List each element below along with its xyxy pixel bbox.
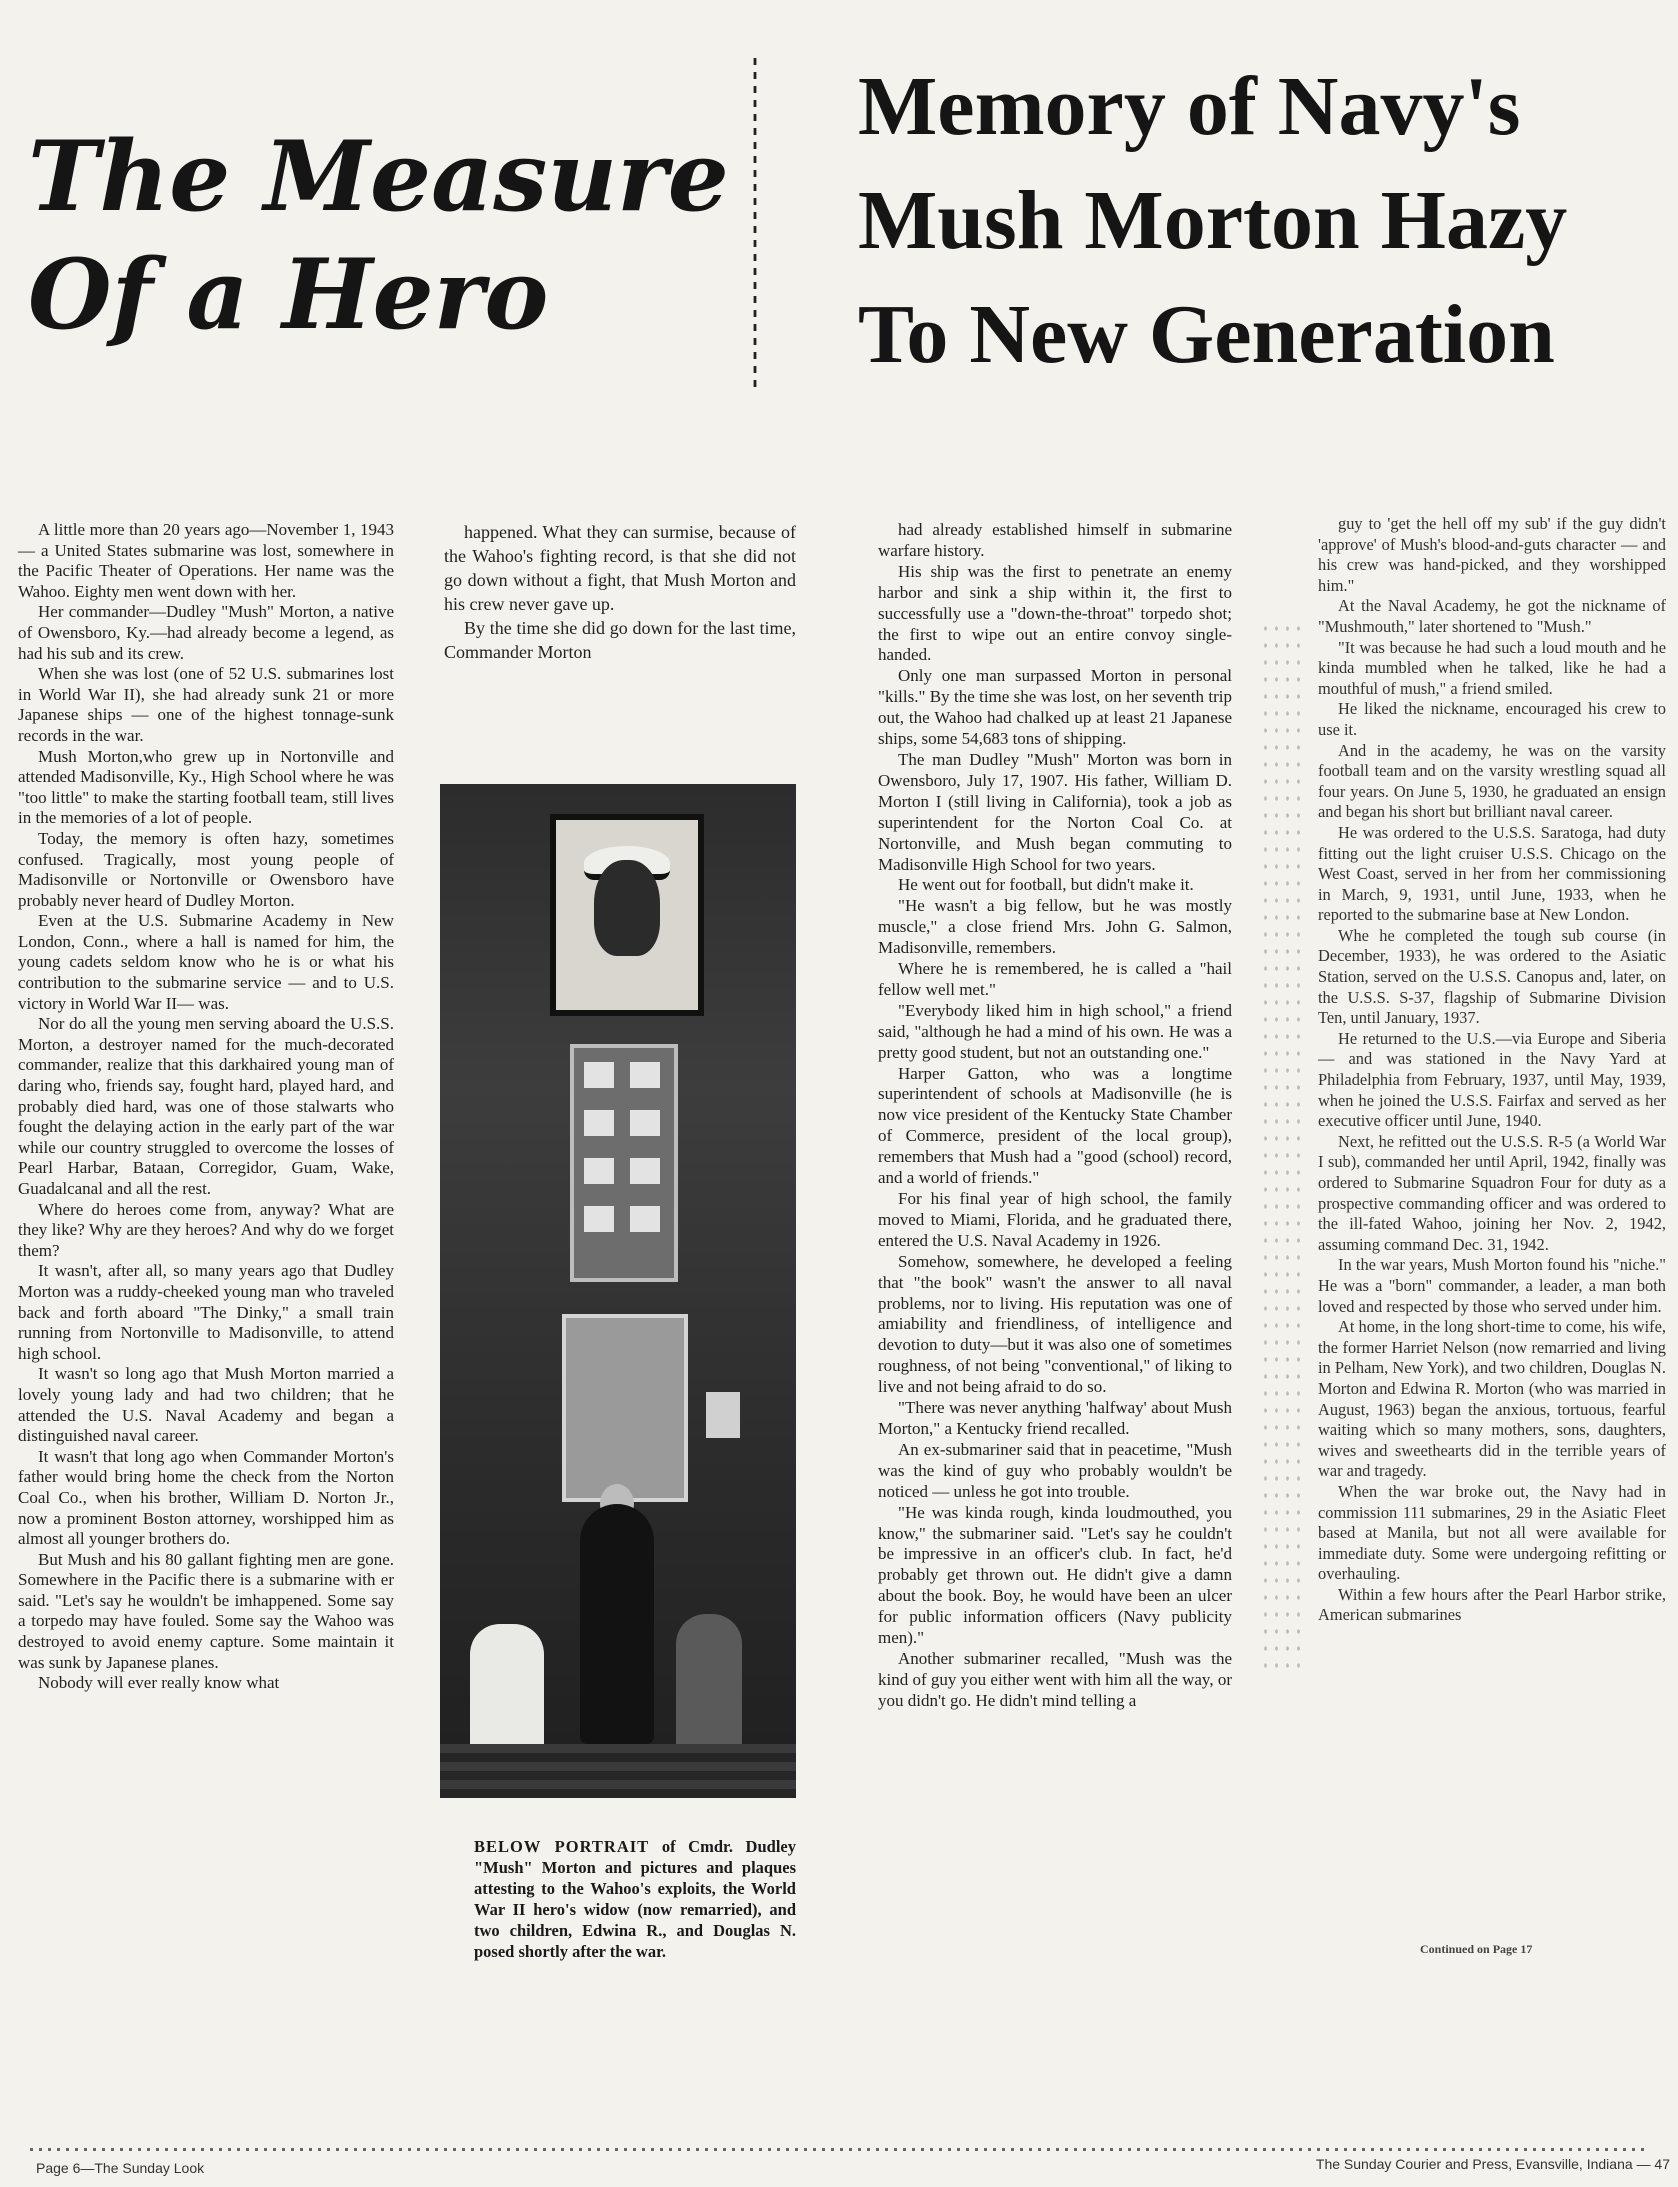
portrait-figure xyxy=(594,860,660,956)
footer-publication: The Sunday Courier and Press, Evansville, Indiana — 47 xyxy=(1315,2156,1670,2172)
paragraph: But Mush and his 80 gallant fighting men are gone. Somewhere in the Pacific there is a submarine with er said. "Let's say he wouldn't be imhappened. Some say a torpedo may have fouled. Some say the Wahoo was destroyed to avoid enemy capture. Some maintain it was sunk by Japanese planes. xyxy=(18,1549,394,1672)
article-column-2 xyxy=(444,520,796,664)
small-plaque xyxy=(706,1392,740,1438)
continued-notice: Continued on Page 17 xyxy=(1420,1942,1533,1956)
paragraph: had already established himself in submarine warfare history. xyxy=(878,520,1232,560)
paragraph: He liked the nickname, encouraged his crew to use it. xyxy=(1318,699,1666,739)
paragraph: happened. What they can surmise, because of the Wahoo's fighting record, is that she did not go down without a fight, that Mush Morton and his crew never gave up. xyxy=(444,522,796,614)
headline-right-line-2: Mush Morton Hazy xyxy=(858,174,1568,267)
paragraph: His ship was the first to penetrate an enemy harbor and sink a ship within it, the first to successfully use a "down-the-throat" torpedo shot; the first to wipe out an entire convoy single-handed. xyxy=(878,561,1232,665)
widow-figure xyxy=(580,1504,654,1744)
steps xyxy=(440,1744,796,1798)
paragraph: He was ordered to the U.S.S. Saratoga, had duty fitting out the light cruiser U.S.S. Chicago on the West Coast, served in her from her commissioning in March, 9, 1931, until June, 1933, when he reported to the submarine base at New London. xyxy=(1318,822,1666,925)
paragraph: The man Dudley "Mush" Morton was born in Owensboro, July 17, 1907. His father, William D. Morton I (still living in California), took a job as superintendent for the Norton Coal Co. at Nortonville, and Mush began commuting to Madisonville High School for two years. xyxy=(878,749,1232,874)
article-column-1 xyxy=(18,520,394,1694)
paragraph: "Everybody liked him in high school," a friend said, "although he had a mind of his own. He was a pretty good student, but not an outstanding one." xyxy=(878,1000,1232,1062)
paragraph: Somehow, somewhere, he developed a feeling that "the book" wasn't the answer to all naval problems, nor to living. His reputation was one of amiability and friendliness, of intelligence and devotion to duty—but it was also one of sometimes roughness, of not being "conventional," of liking to live and not being afraid to do so. xyxy=(878,1251,1232,1397)
headline-left-line-1: The Measure xyxy=(28,120,729,233)
headline-memory-of-navys-mush-morton xyxy=(858,50,1658,392)
paragraph: At home, in the long short-time to come, his wife, the former Harriet Nelson (now remarried and living in Pelham, New York), and two children, Douglas N. Morton and Edwina R. Morton (who was married in August, 1963) began the anxious, tortuous, fearful waiting which so many mothers, sons, daughters, wives and sweethearts did in the terrible years of war and tragedy. xyxy=(1318,1317,1666,1481)
morton-portrait-frame xyxy=(550,814,704,1016)
paragraph: It wasn't, after all, so many years ago that Dudley Morton was a ruddy-cheeked young man who traveled back and forth aboard "The Dinky," a small train running from Nortonville to Madisonville, to attend high school. xyxy=(18,1261,394,1363)
caption-text: of Cmdr. Dudley "Mush" Morton and pictures and plaques attesting to the Wahoo's exploits, the World War II hero's widow (now remarried), and two children, Edwina R., and Douglas N. posed shortly after the war. xyxy=(474,1837,796,1961)
paragraph: In the war years, Mush Morton found his "niche." He was a "born" commander, a leader, a man both loved and respected by those who served under him. xyxy=(1318,1255,1666,1316)
paragraph: Mush Morton,who grew up in Nortonville and attended Madisonville, Ky., High School where he was "too little" to make the starting football team, still lives in the memories of a lot of people. xyxy=(18,746,394,828)
paragraph: Nobody will ever really know what xyxy=(38,1673,280,1693)
article-column-4 xyxy=(1318,514,1666,1626)
memorial-plaque xyxy=(562,1314,688,1502)
paragraph: It wasn't so long ago that Mush Morton married a lovely young lady and had two children; that he attended the U.S. Naval Academy and began a distinguished naval career. xyxy=(18,1364,394,1446)
paragraph: "There was never anything 'halfway' about Mush Morton," a Kentucky friend recalled. xyxy=(878,1398,1232,1438)
headline-right-line-1: Memory of Navy's xyxy=(858,60,1521,153)
paragraph: He went out for football, but didn't make it. xyxy=(898,875,1194,895)
paragraph: Today, the memory is often hazy, sometimes confused. Tragically, most young people of Madisonville or Nortonville or Owensboro have probably never heard of Dudley Morton. xyxy=(18,828,394,910)
paragraph: Harper Gatton, who was a longtime superintendent of schools at Madisonville (he is now vice president of the Kentucky State Chamber of Commerce, president of the local group), remembers that Mush had a "good (school) record, and a world of friends." xyxy=(878,1063,1232,1188)
headline-right-line-3: To New Generation xyxy=(858,288,1555,381)
headline-measure-of-a-hero xyxy=(28,118,728,354)
paragraph: When she was lost (one of 52 U.S. submarines lost in World War II), she had already sunk 21 or more Japanese ships — one of the highest tonnage-sunk records in the war. xyxy=(18,664,394,745)
paragraph: Where he is remembered, he is called a "hail fellow well met." xyxy=(878,959,1232,999)
paragraph: An ex-submariner said that in peacetime, "Mush was the kind of guy who probably wouldn't be noticed — unless he got into trouble. xyxy=(878,1439,1232,1501)
paragraph: Within a few hours after the Pearl Harbor strike, American submarines xyxy=(1318,1584,1666,1625)
paragraph: Even at the U.S. Submarine Academy in New London, Conn., where a hall is named for him, the young cadets seldom know who he is or what his contribution to the submarine service — and to U.S. victory in World War II— was. xyxy=(18,911,394,1013)
paragraph: A little more than 20 years ago—November 1, 1943 — a United States submarine was lost, somewhere in the Pacific Theater of Operations. Her name was the Wahoo. Eighty men went down with her. xyxy=(18,520,394,601)
paragraph: When the war broke out, the Navy had in commission 111 submarines, 29 in the Asiatic Fleet based at Manila, but not all were available for immediate duty. Some were undergoing refitting or overhauling. xyxy=(1318,1481,1666,1584)
headline-left-line-2: Of a Hero xyxy=(28,238,549,351)
print-speckle xyxy=(1260,620,1300,1670)
paragraph: At the Naval Academy, he got the nickname of "Mushmouth," later shortened to "Mush." xyxy=(1318,596,1666,636)
article-column-3 xyxy=(878,520,1232,1712)
paragraph: He returned to the U.S.—via Europe and Siberia — and was stationed in the Navy Yard at Philadelphia from February, 1937, until May, 1939, when he joined the U.S.S. Fairfax and served as her executive officer until June, 1940. xyxy=(1318,1028,1666,1131)
wahoo-plaque xyxy=(570,1044,678,1282)
paragraph: "He was kinda rough, kinda loudmouthed, you know," the submariner said. "Let's say he couldn't be impressive in an officer's club. In fact, he'd probably get thrown out. He didn't give a damn about the book. Boy, he would have been an ulcer for public information officers (Navy publicity men)." xyxy=(878,1502,1232,1648)
portrait-photo xyxy=(440,784,796,1798)
child-figure-douglas xyxy=(676,1614,742,1754)
paragraph: Whe he completed the tough sub course (in December, 1933), he was ordered to the Asiatic Station, served on the U.S.S. Canopus and, later, on the U.S.S. S-37, flagship of Submarine Division Ten, until January, 1937. xyxy=(1318,925,1666,1028)
paragraph: "He wasn't a big fellow, but he was mostly muscle," a close friend Mrs. John G. Salmon, Madisonville, remembers. xyxy=(878,896,1232,958)
paragraph: Next, he refitted out the U.S.S. R-5 (a World War I sub), commanded her until April, 1942, finally was ordered to Submarine Squadron Four for duty as a prospective commanding officer and was ordered to the ill-fated Wahoo, joining her Nov. 2, 1942, assuming command Dec. 31, 1942. xyxy=(1318,1131,1666,1254)
paragraph: It wasn't that long ago when Commander Morton's father would bring home the check from the Norton Coal Co., when his brother, William D. Norton Jr., now a prominent Boston attorney, worshipped him as almost all younger brothers do. xyxy=(18,1446,394,1549)
paragraph: Nor do all the young men serving aboard the U.S.S. Morton, a destroyer named for the much-decorated commander, realize that this darkhaired young man of daring who, friends say, fought hard, played hard, and probably died hard, was one of those stalwarts who fought the delaying action in the early part of the war while our country struggled to overcome the losses of Pearl Harbar, Bataan, Corregidor, Guam, Wake, Guadalcanal and all the rest. xyxy=(18,1014,394,1198)
paragraph: guy to 'get the hell off my sub' if the guy didn't 'approve' of Mush's blood-and-guts character — and his crew was hand-picked, and they worshipped him." xyxy=(1318,514,1666,595)
headline-divider xyxy=(748,58,762,394)
photo-caption xyxy=(474,1836,796,1962)
paragraph: Her commander—Dudley "Mush" Morton, a native of Owensboro, Ky.—had already become a legend, as had his sub and its crew. xyxy=(18,602,394,663)
paragraph: By the time she did go down for the last time, Commander Morton xyxy=(444,618,796,662)
paragraph: "It was because he had such a loud mouth and he kinda mumbled when he talked, like he had a mouthful of mush," a friend smiled. xyxy=(1318,637,1666,698)
footer-page-label: Page 6—The Sunday Look xyxy=(36,2160,205,2176)
child-figure-edwina xyxy=(470,1624,544,1754)
paragraph: For his final year of high school, the family moved to Miami, Florida, and he graduated there, entered the U.S. Naval Academy in 1926. xyxy=(878,1189,1232,1250)
paragraph: Only one man surpassed Morton in personal "kills." By the time she was lost, on her seventh trip out, the Wahoo had chalked up at least 21 Japanese ships, some 54,683 tons of shipping. xyxy=(878,666,1232,749)
paragraph: Where do heroes come from, anyway? What are they like? Why are they heroes? And why do we forget them? xyxy=(18,1199,394,1260)
paragraph: Another submariner recalled, "Mush was the kind of guy you either went with him all the way, or you didn't go. He didn't mind telling a xyxy=(878,1648,1232,1710)
footer-rule xyxy=(30,2148,1650,2151)
caption-lead: BELOW PORTRAIT xyxy=(474,1837,650,1856)
paragraph: And in the academy, he was on the varsity football team and on the varsity wrestling squad all four years. On June 5, 1930, he graduated an ensign and began his short but brilliant naval career. xyxy=(1318,740,1666,822)
